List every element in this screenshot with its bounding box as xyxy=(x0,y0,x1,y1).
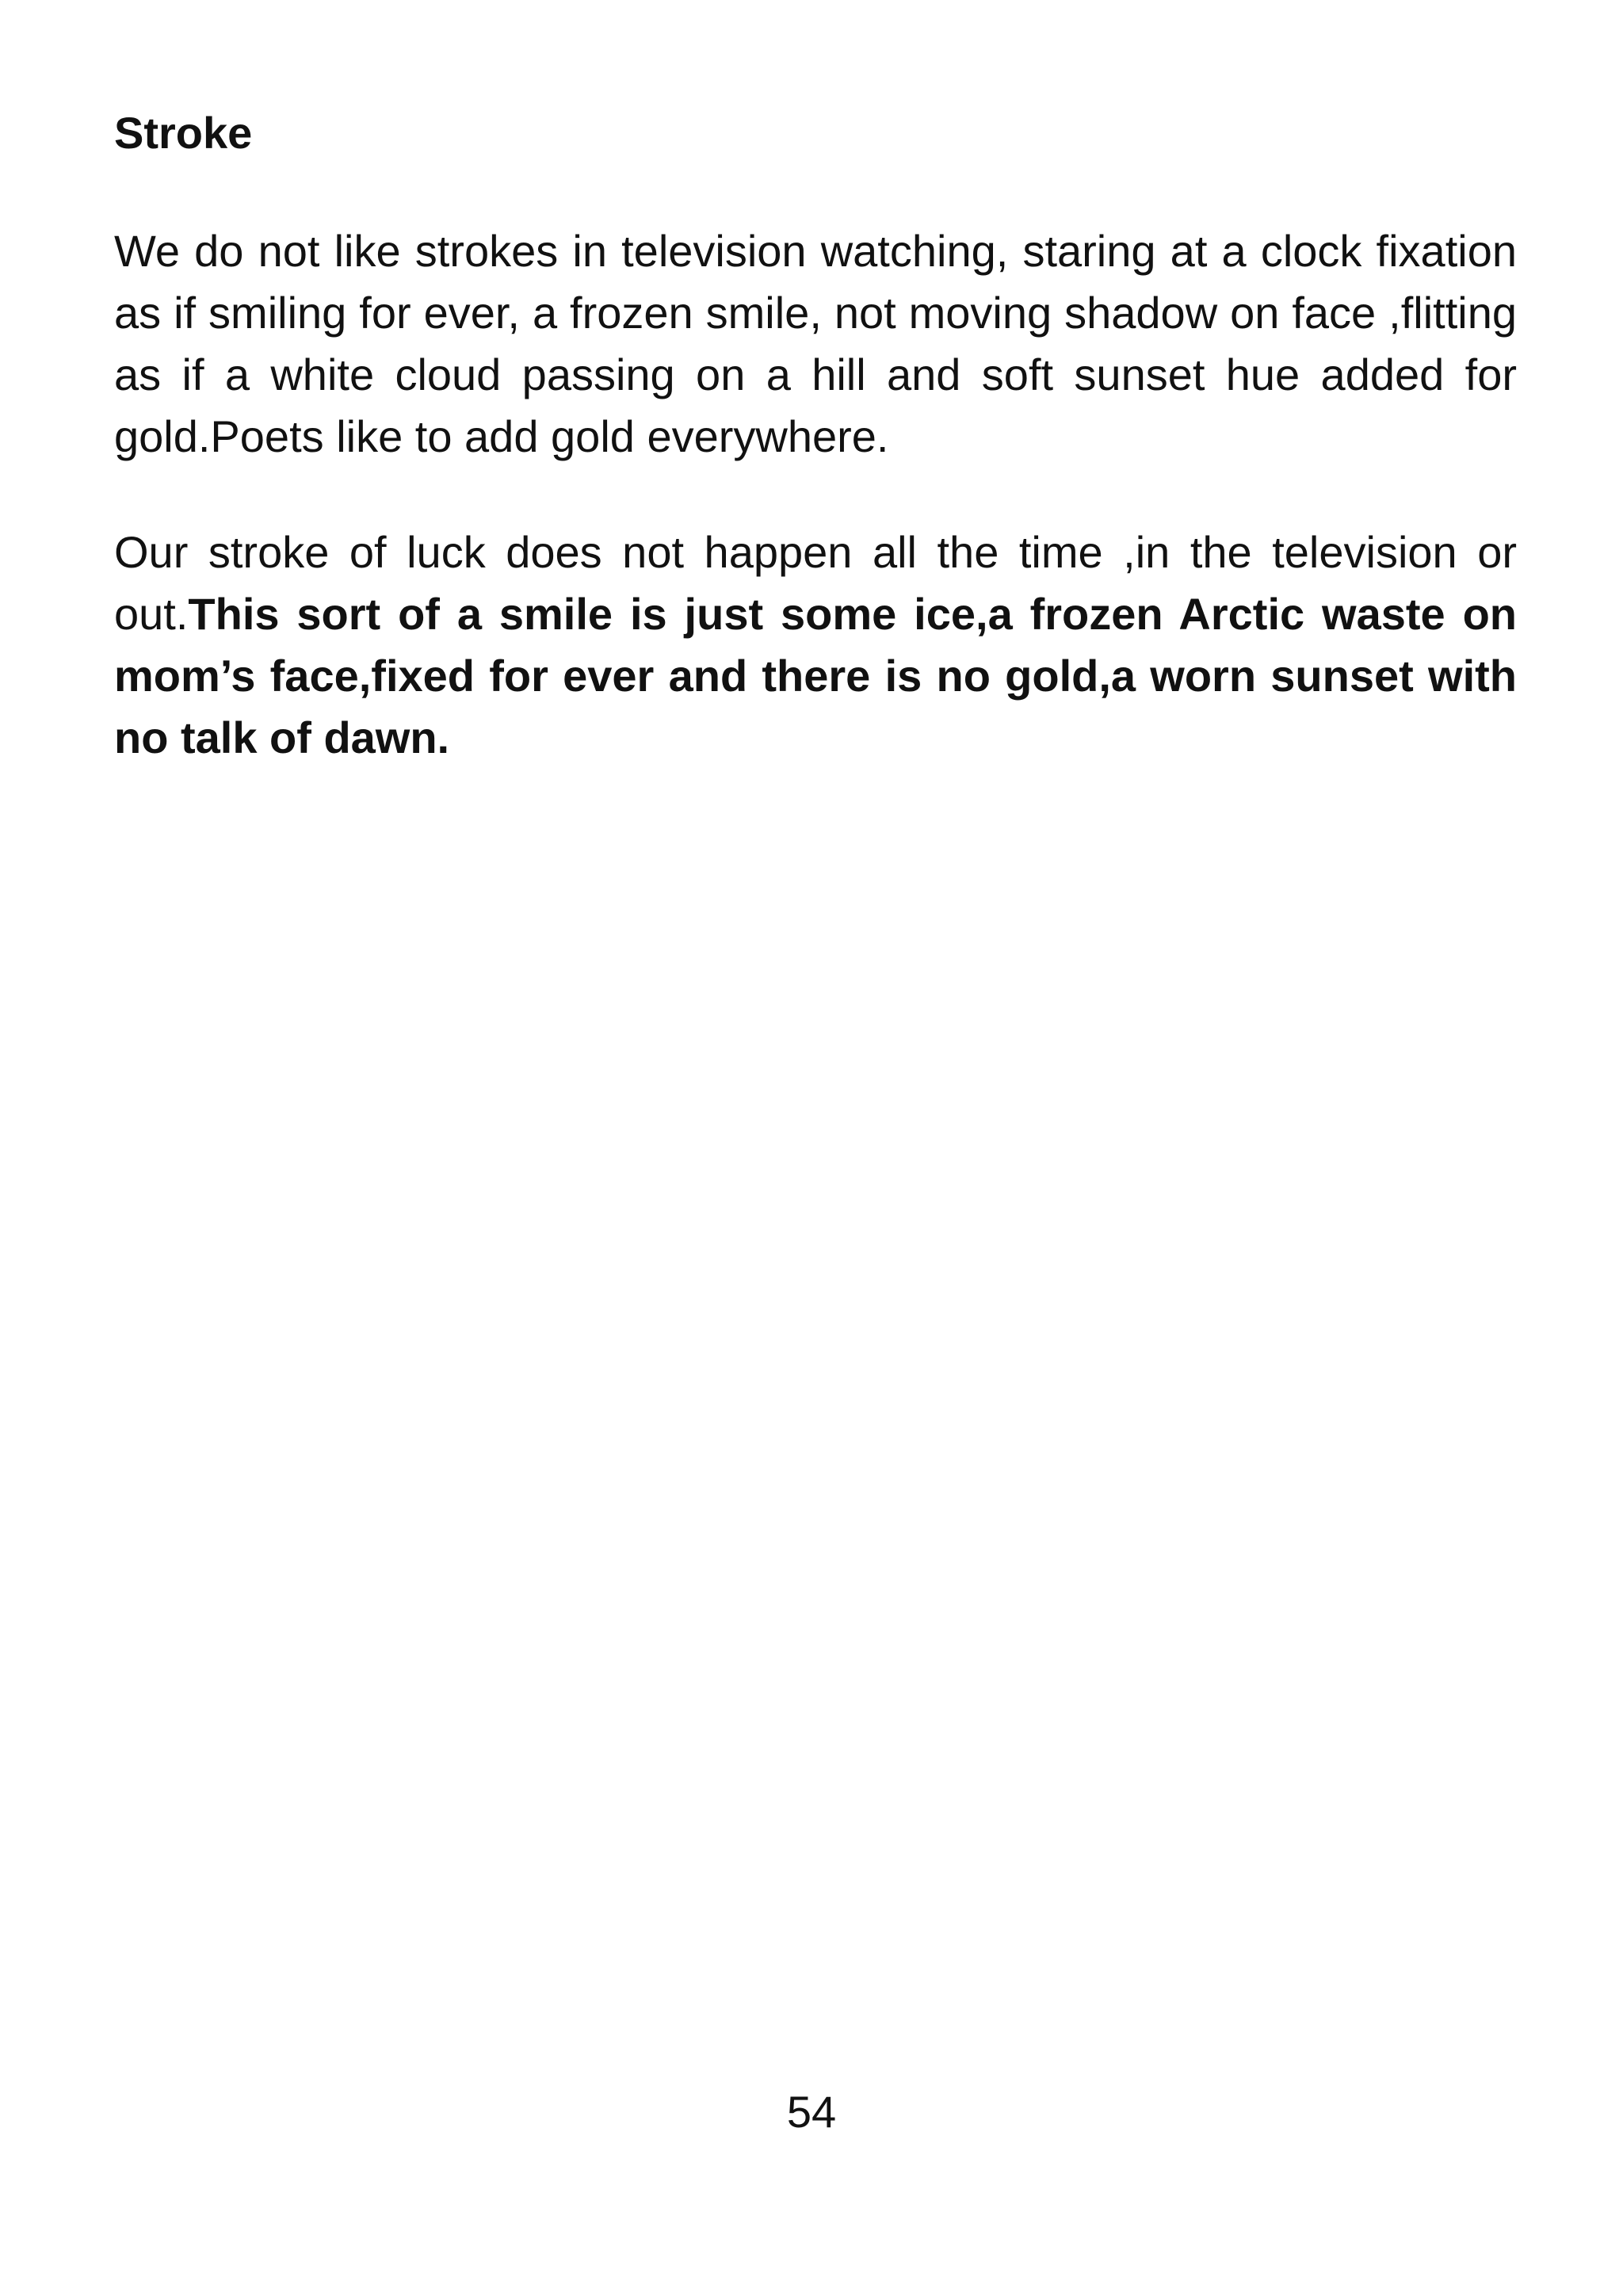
paragraph-2-normal-text: Our stroke of luck does not happen all the time ,in the television or out. xyxy=(114,527,1517,639)
page-title: Stroke xyxy=(114,108,253,158)
paragraph-2 xyxy=(114,521,1517,769)
page-content xyxy=(114,101,1517,769)
paragraph-1: We do not like strokes in television watching, staring at a clock fixation as if smiling for ever, a frozen smile, not moving shadow on face ,flitting as if a white cloud passing on a hill and soft sunset hue added for gold.Poets like to add gold everywhere. xyxy=(114,226,1517,461)
page-number: 54 xyxy=(786,2087,837,2137)
paragraph-2-bold-text: This sort of a smile is just some ice,a frozen Arctic waste on mom’s face,fixed for ever and there is no gold,a worn sunset with no talk of dawn. xyxy=(114,589,1517,762)
